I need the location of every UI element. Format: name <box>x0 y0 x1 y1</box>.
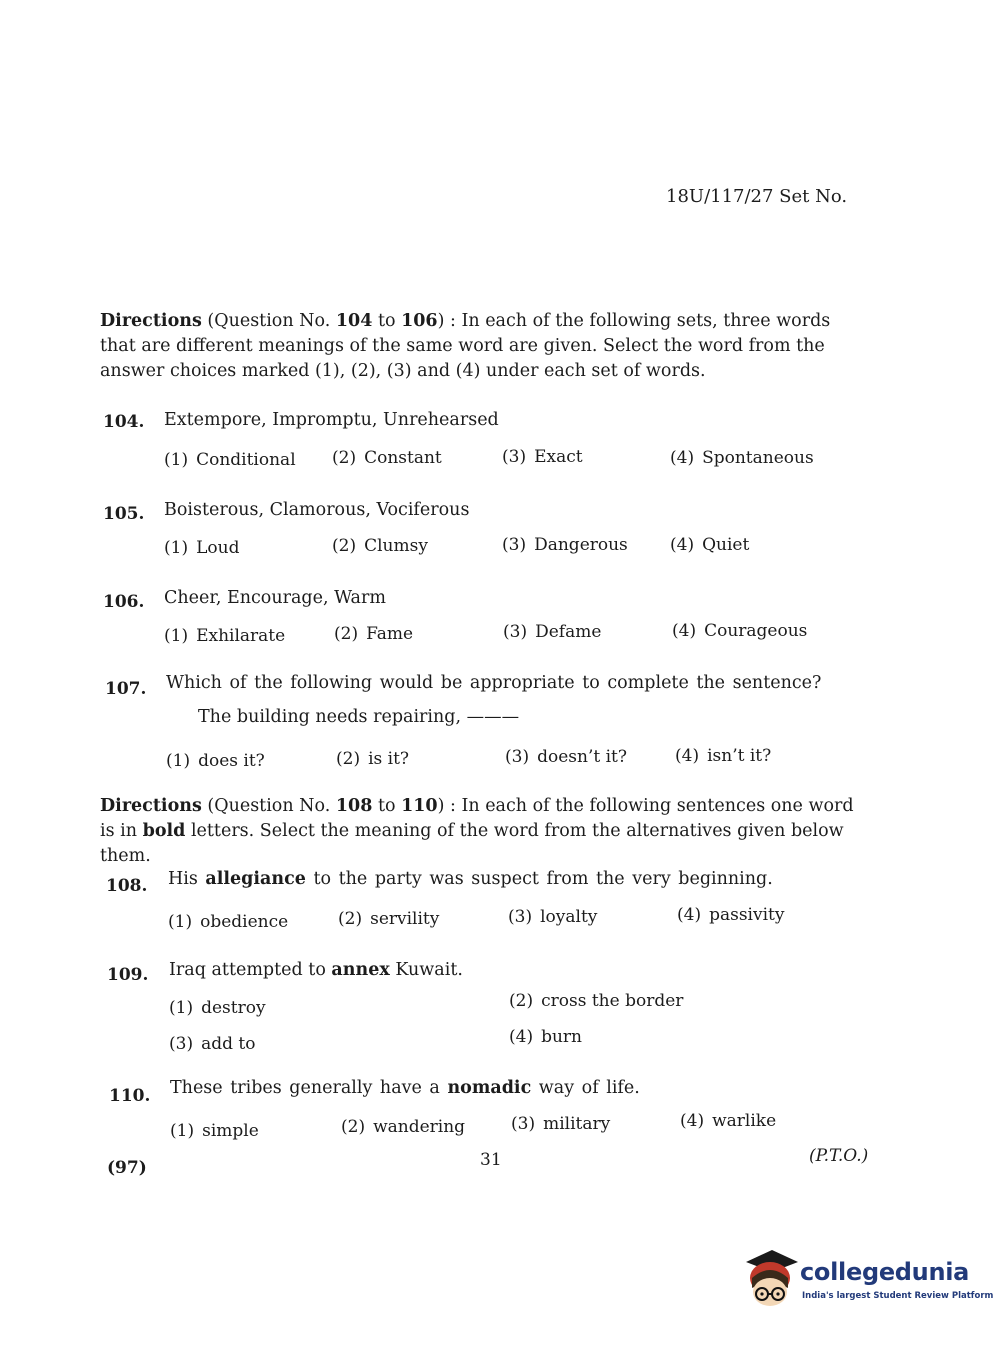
question-text: Extempore, Impromptu, Unrehearsed <box>164 410 499 430</box>
option-2: (2) servility <box>338 909 440 929</box>
option-1: (1) Conditional <box>164 450 296 470</box>
option-4: (4) burn <box>509 1027 582 1047</box>
question-text: Iraq attempted to annex Kuwait. <box>169 960 463 980</box>
option-3: (3) add to <box>169 1034 256 1054</box>
option-1: (1) Loud <box>164 538 240 558</box>
booklet-code: (97) <box>107 1158 147 1178</box>
question-number: 108. <box>106 876 148 896</box>
please-turn-over: (P.T.O.) <box>809 1146 869 1166</box>
question-number: 105. <box>103 504 145 524</box>
option-4: (4) warlike <box>680 1111 777 1131</box>
page-number: 31 <box>480 1150 502 1170</box>
directions-label: Directions <box>100 311 202 331</box>
bold-word: annex <box>331 960 390 980</box>
option-3: (3) Exact <box>502 447 583 467</box>
option-2: (2) Constant <box>332 448 442 468</box>
option-1: (1) simple <box>170 1121 259 1141</box>
option-4: (4) passivity <box>677 905 785 925</box>
directions-108-110: Directions (Question No. 108 to 110) : In each of the following sentences one word is in bold letters. Select the meaning of the word from the alternatives given below them. <box>100 796 854 866</box>
question-number: 110. <box>109 1086 151 1106</box>
question-text: His allegiance to the party was suspect from the very beginning. <box>168 869 773 889</box>
directions-104-106: Directions (Question No. 104 to 106) : In each of the following sets, three words that are different meanings of the same word are given. Select the word from the answer choices marked (1), (2), (3) and (4) under each set of words. <box>100 311 831 381</box>
option-1: (1) destroy <box>169 998 266 1018</box>
logo-wordmark: collegedunia <box>800 1258 970 1286</box>
question-text: Cheer, Encourage, Warm <box>164 588 386 608</box>
sentence-to-complete: The building needs repairing, ——— <box>198 707 520 727</box>
logo-tagline: India's largest Student Review Platform <box>802 1291 994 1301</box>
option-2: (2) is it? <box>336 749 410 769</box>
option-2: (2) Fame <box>334 624 414 644</box>
question-number: 104. <box>103 412 145 432</box>
question-number: 107. <box>105 679 147 699</box>
option-2: (2) cross the border <box>509 991 684 1011</box>
option-4: (4) Courageous <box>672 621 808 641</box>
option-1: (1) does it? <box>166 751 265 771</box>
option-3: (3) Defame <box>503 622 602 642</box>
option-1: (1) obedience <box>168 912 289 932</box>
option-4: (4) isn’t it? <box>675 746 772 766</box>
option-4: (4) Quiet <box>670 535 750 555</box>
question-text: These tribes generally have a nomadic way of life. <box>170 1078 640 1098</box>
question-number: 106. <box>103 592 145 612</box>
bold-word: allegiance <box>205 869 306 889</box>
option-3: (3) military <box>511 1114 611 1134</box>
option-4: (4) Spontaneous <box>670 448 814 468</box>
mascot-icon <box>742 1248 800 1310</box>
bold-word: nomadic <box>447 1078 532 1098</box>
option-2: (2) Clumsy <box>332 536 428 556</box>
set-code: 18U/117/27 Set No. <box>666 186 848 207</box>
question-number: 109. <box>107 965 149 985</box>
option-1: (1) Exhilarate <box>164 626 286 646</box>
collegedunia-logo <box>742 1248 994 1310</box>
question-text: Boisterous, Clamorous, Vociferous <box>164 500 470 520</box>
question-text: Which of the following would be appropriate to complete the sentence? <box>166 673 822 693</box>
option-2: (2) wandering <box>341 1117 466 1137</box>
option-3: (3) Dangerous <box>502 535 628 555</box>
option-3: (3) doesn’t it? <box>505 747 627 767</box>
option-3: (3) loyalty <box>508 907 598 927</box>
